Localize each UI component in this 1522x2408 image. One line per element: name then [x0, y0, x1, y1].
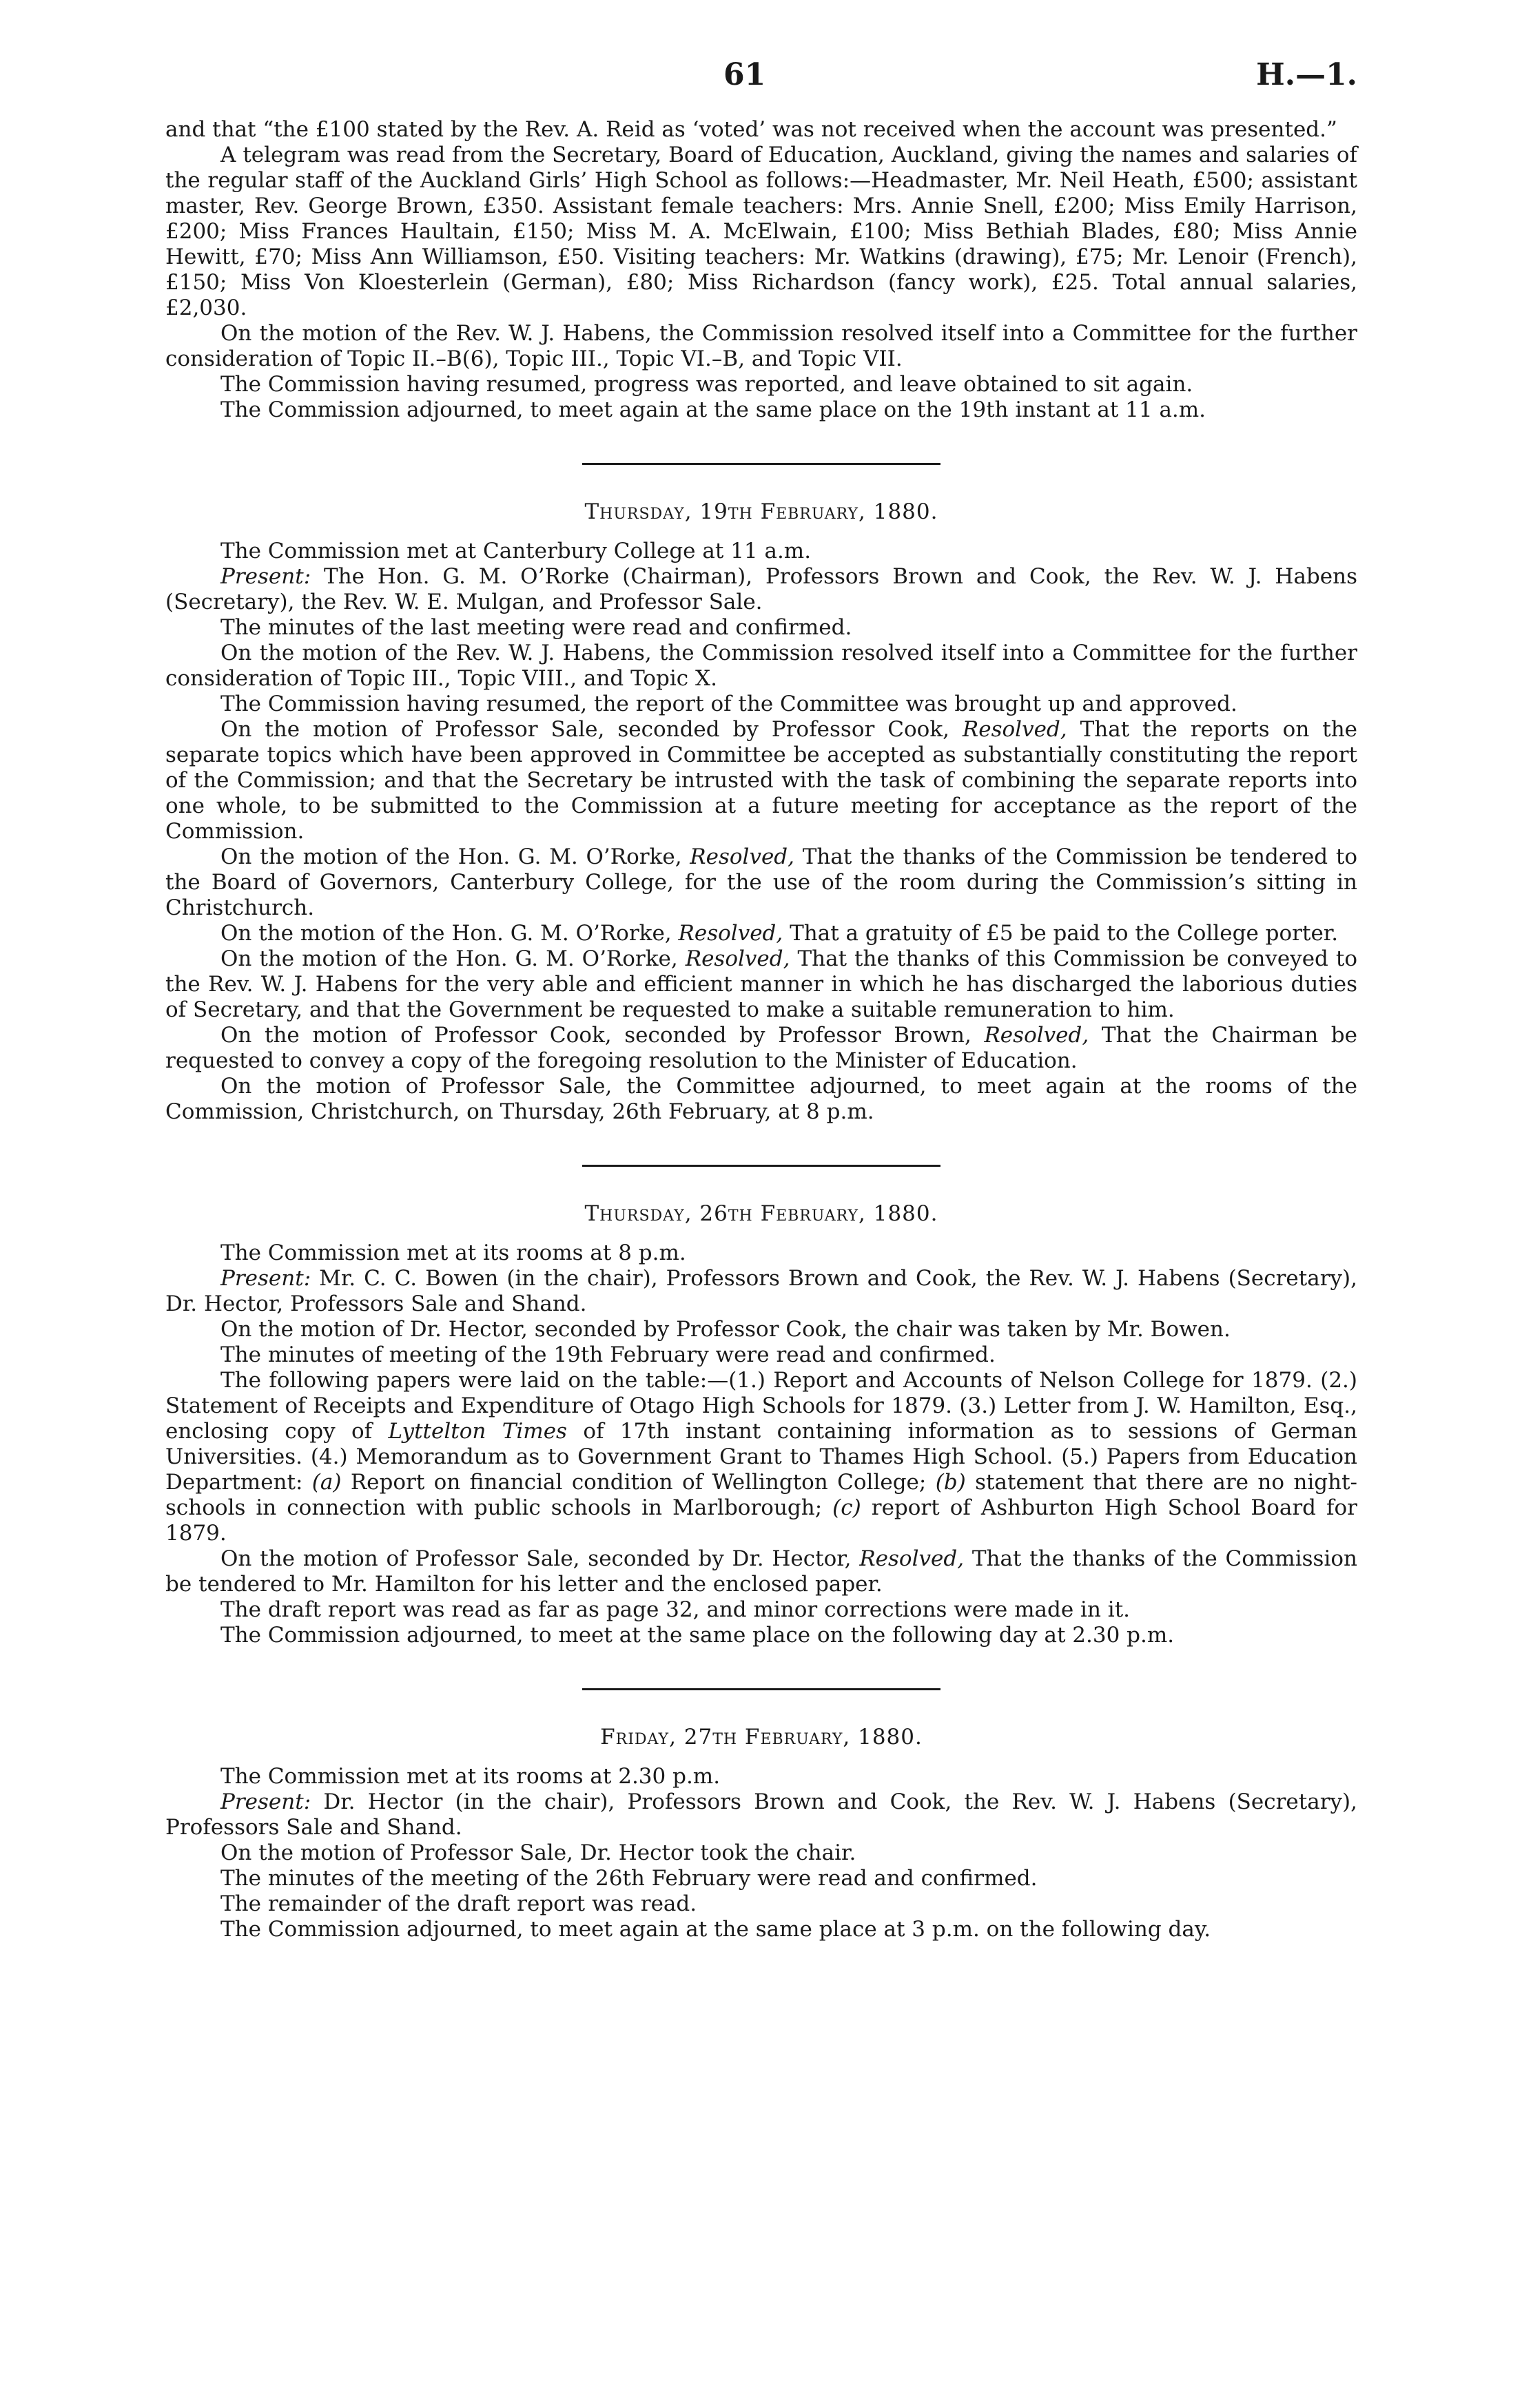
s1-paragraph-4: On the motion of the Rev. W. J. Habens, the Commission resolved itself into a Committee for the further consideration of Topic III., Topic VIII., and Topic X.	[165, 641, 1357, 691]
newspaper-title: Lyttelton Times	[388, 1419, 567, 1444]
section-divider	[582, 1688, 940, 1690]
intro-paragraph-5: The Commission adjourned, to meet again at the same place on the 19th instant at 11 a.m.	[220, 397, 1206, 422]
s2-papers-paragraph	[165, 1368, 1357, 1546]
section-divider	[582, 463, 940, 465]
papers-text: of 17th instant containing information as to sessions of German Universities. (4.) Memorandum as to Government Grant to Thames High School. (5.) Papers from Education Department:	[165, 1419, 1357, 1495]
s3-paragraph-4: The minutes of the meeting of the 26th February were read and confirmed.	[220, 1866, 1038, 1891]
motion-text: On the motion of Professor Sale, seconded by Professor Cook,	[220, 717, 963, 742]
s2-paragraph-3: On the motion of Dr. Hector, seconded by Professor Cook, the chair was taken by Mr. Bowen.	[220, 1317, 1231, 1342]
s1-paragraph-5: The Commission having resumed, the report of the Committee was brought up and approved.	[220, 692, 1237, 716]
page-number: 61	[723, 57, 766, 92]
present-text: Mr. C. C. Bowen (in the chair), Professors Brown and Cook, the Rev. W. J. Habens (Secretary), Dr. Hector, Professors Sale and Shand.	[165, 1266, 1357, 1316]
s2-paragraph-7: The draft report was read as far as page 32, and minor corrections were made in it.	[220, 1597, 1131, 1622]
s2-paragraph-6	[165, 1546, 1357, 1597]
s3-paragraph-5: The remainder of the draft report was read.	[220, 1891, 697, 1916]
s1-paragraph-6	[165, 717, 1357, 844]
resolved-label: Resolved,	[984, 1023, 1089, 1048]
s3-present-paragraph	[165, 1789, 1357, 1840]
s2-paragraph-8: The Commission adjourned, to meet at the same place on the following day at 2.30 p.m.	[220, 1623, 1175, 1648]
resolved-label: Resolved,	[685, 946, 790, 971]
s3-paragraph-6: The Commission adjourned, to meet again at the same place at 3 p.m. on the following day.	[220, 1917, 1211, 1942]
s1-paragraph-8	[165, 921, 1357, 946]
intro-paragraph-1: and that “the £100 stated by the Rev. A. Reid as ‘voted’ was not received when the account was presented.”	[165, 117, 1337, 142]
papers-text: report of Ashburton High School Board for 1879.	[165, 1495, 1357, 1546]
s1-paragraph-11: On the motion of Professor Sale, the Committee adjourned, to meet again at the rooms of the Commission, Christchurch, on Thursday, 26th February, at 8 p.m.	[165, 1074, 1357, 1124]
resolved-label: Resolved,	[678, 921, 783, 946]
section-divider	[582, 1165, 940, 1167]
s3-paragraph-1: The Commission met at its rooms at 2.30 p.m.	[220, 1764, 721, 1789]
item-label: (b)	[935, 1470, 966, 1495]
motion-text: On the motion of the Hon. G. M. O’Rorke,	[220, 844, 690, 869]
papers-text: The following papers were laid on the table:—(1.) Report and Accounts of Nelson College for 1879. (2.) Statement of Receipts and Expenditure of Otago High Schools for 1879. (3.) Letter from J. W. Hamilton, Esq., enclosing copy of	[165, 1368, 1357, 1444]
section-heading-19-feb: Thursday, 19th February, 1880.	[584, 499, 938, 524]
resolution-text: That a gratuity of £5 be paid to the College porter.	[783, 921, 1339, 946]
present-label: Present:	[220, 1789, 311, 1814]
page-content	[165, 57, 1358, 1942]
section-heading-26-feb: Thursday, 26th February, 1880.	[584, 1201, 938, 1226]
resolution-text: That the reports on the separate topics which have been approved in Committee be accepted as substantially constituting the report of the Commission; and that the Secretary be intrusted with the task of combining the separate reports into one whole, to be submitted to the Commission at a future meeting for acceptance as the report of the Commission.	[165, 717, 1358, 844]
present-text: The Hon. G. M. O’Rorke (Chairman), Professors Brown and Cook, the Rev. W. J. Habens (Secretary), the Rev. W. E. Mulgan, and Professor Sale.	[165, 564, 1357, 614]
s1-paragraph-9	[165, 946, 1357, 1023]
item-label: (c)	[832, 1495, 861, 1520]
resolved-label: Resolved,	[690, 844, 794, 869]
s1-paragraph-10	[165, 1023, 1357, 1074]
resolution-text: That the thanks of this Commission be conveyed to the Rev. W. J. Habens for the very able and efficient manner in which he has discharged the laborious duties of Secretary, and that the Government be requested to make a suitable remuneration to him.	[165, 946, 1357, 1022]
intro-paragraph-2: A telegram was read from the Secretary, Board of Education, Auckland, giving the names and salaries of the regular staff of the Auckland Girls’ High School as follows:—Headmaster, Mr. Neil Heath, £500; assistant master, Rev. George Brown, £350. Assistant female teachers: Mrs. Annie Snell, £200; Miss Emily Harrison, £200; Miss Frances Haultain, £150; Miss M. A. McElwain, £100; Miss Bethiah Blades, £80; Miss Annie Hewitt, £70; Miss Ann Williamson, £50. Visiting teachers: Mr. Watkins (drawing), £75; Mr. Lenoir (French), £150; Miss Von Kloesterlein (German), £80; Miss Richardson (fancy work), £25. Total annual salaries, £2,030.	[165, 143, 1357, 320]
intro-paragraph-4: The Commission having resumed, progress was reported, and leave obtained to sit again.	[220, 372, 1193, 397]
papers-text: statement that there are no night-schools in connection with public schools in Marlborough;	[165, 1470, 1358, 1520]
resolved-label: Resolved,	[962, 717, 1067, 742]
page-header	[165, 57, 1357, 117]
s1-paragraph-1: The Commission met at Canterbury College at 11 a.m.	[220, 539, 812, 563]
s1-paragraph-3: The minutes of the last meeting were read and confirmed.	[220, 615, 852, 640]
present-label: Present:	[220, 1266, 311, 1291]
section-heading-27-feb: Friday, 27th February, 1880.	[600, 1725, 923, 1750]
intro-paragraph-3: On the motion of the Rev. W. J. Habens, the Commission resolved itself into a Committee for the further consideration of Topic II.–B(6), Topic III., Topic VI.–B, and Topic VII.	[165, 321, 1357, 371]
resolution-text: That the Chairman be requested to convey a copy of the foregoing resolution to the Minister of Education.	[165, 1023, 1357, 1073]
resolution-text: That the thanks of the Commission be tendered to Mr. Hamilton for his letter and the enclosed paper.	[165, 1546, 1357, 1597]
resolution-text: That the thanks of the Commission be tendered to the Board of Governors, Canterbury College, for the use of the room during the Commission’s sitting in Christchurch.	[165, 844, 1357, 920]
papers-text: Report on financial condition of Wellington College;	[341, 1470, 936, 1495]
motion-text: On the motion of the Hon. G. M. O’Rorke,	[220, 946, 686, 971]
present-text: Dr. Hector (in the chair), Professors Brown and Cook, the Rev. W. J. Habens (Secretary), Professors Sale and Shand.	[165, 1789, 1357, 1840]
present-label: Present:	[220, 564, 311, 589]
s2-paragraph-4: The minutes of meeting of the 19th February were read and confirmed.	[220, 1342, 996, 1367]
s3-paragraph-3: On the motion of Professor Sale, Dr. Hector took the chair.	[220, 1840, 856, 1865]
motion-text: On the motion of the Hon. G. M. O’Rorke,	[220, 921, 679, 946]
resolved-label: Resolved,	[859, 1546, 965, 1571]
motion-text: On the motion of Professor Sale, seconded by Dr. Hector,	[220, 1546, 860, 1571]
item-label: (a)	[311, 1470, 342, 1495]
s1-paragraph-7	[165, 844, 1357, 921]
s2-paragraph-1: The Commission met at its rooms at 8 p.m.	[220, 1241, 686, 1265]
s2-present-paragraph	[165, 1266, 1357, 1317]
document-reference: H.—1.	[1256, 57, 1357, 92]
motion-text: On the motion of Professor Cook, seconded by Professor Brown,	[220, 1023, 985, 1048]
s1-present-paragraph	[165, 564, 1357, 615]
